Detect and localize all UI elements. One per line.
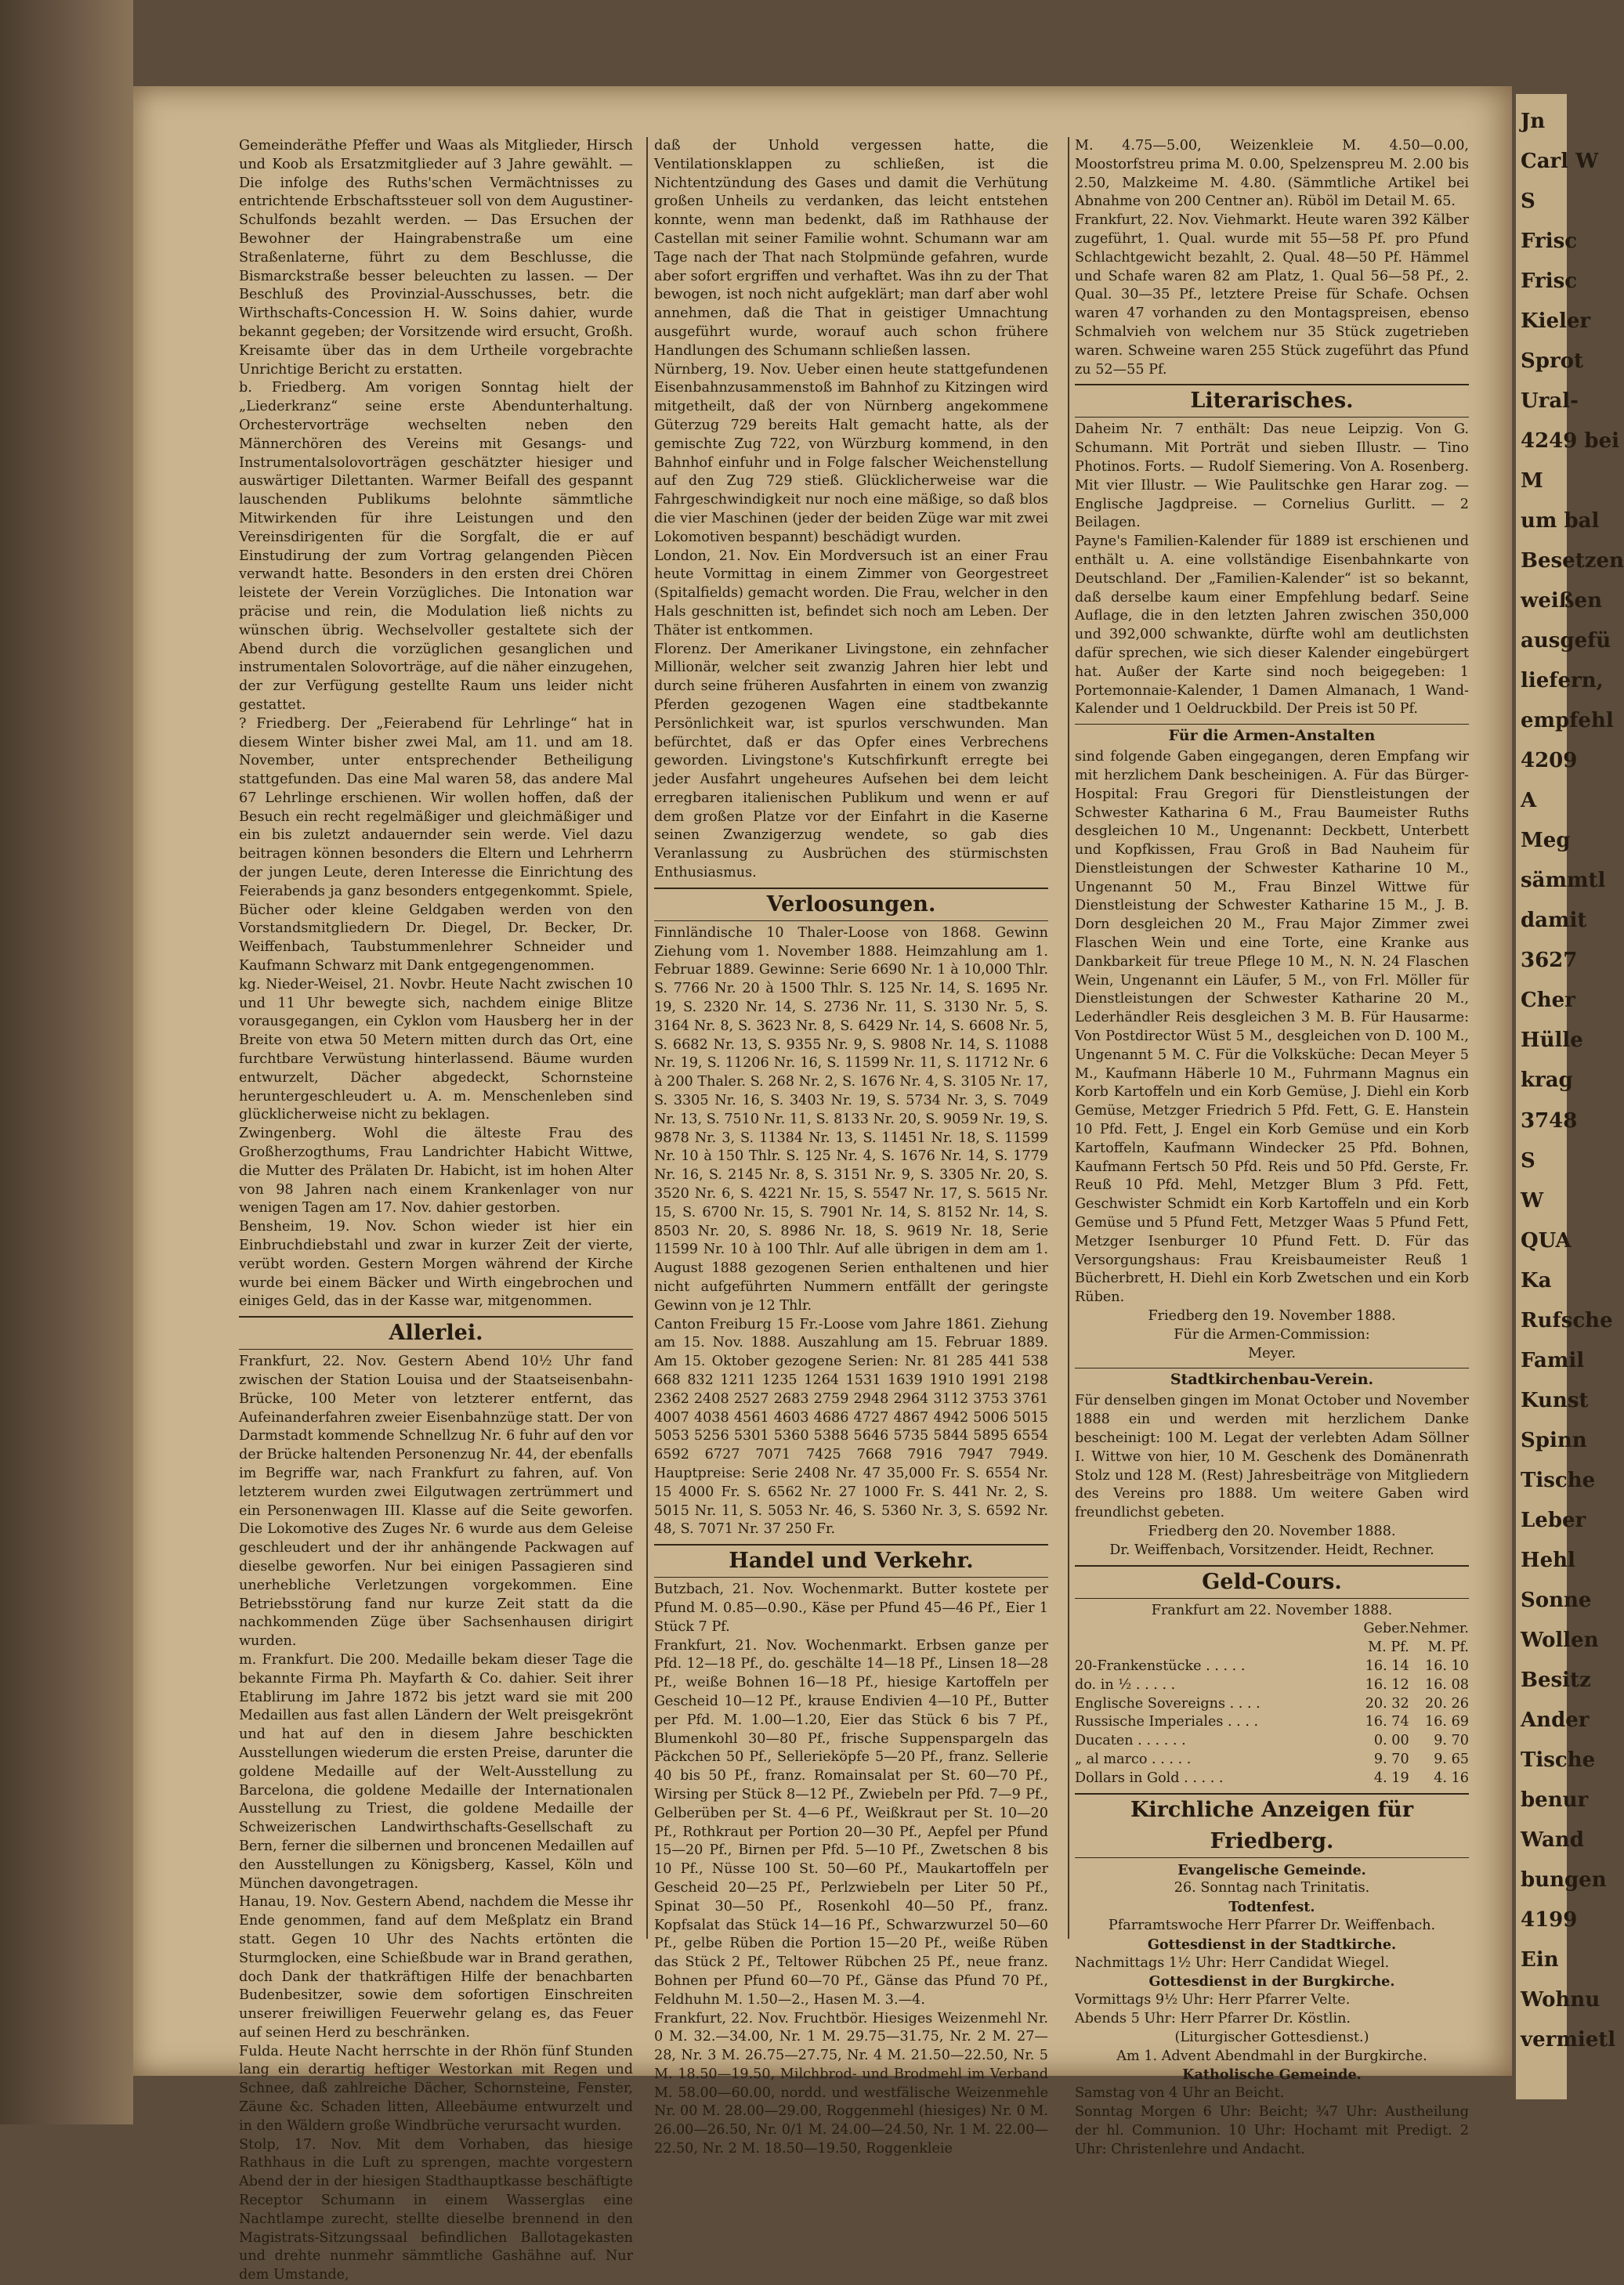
section-title-verloosungen: Verloosungen. xyxy=(654,888,1048,921)
geber-value: 0. 00 xyxy=(1373,1733,1409,1749)
edge-text-fragment: Carl W xyxy=(1521,150,1599,173)
signature: Dr. Weiffenbach, Vorsitzender. Heidt, Rechner. xyxy=(1109,1542,1434,1558)
article-text: Hanau, 19. Nov. Gestern Abend, nachdem die Messe ihr Ende genommen, fand auf dem Meßplatz ein Brand statt. Gegen 10 Uhr des Nachts ertönten die Sturmglocken, eine Schießbude war in Brand gerathen, doch Dank der thatkräftigen Hilfe der benachbarten Budenbesitzer, sowie dem sofortigen Einschreiten unserer freiwilligen Feuerwehr gelang es, das Feuer auf seinen Herd zu beschränken. xyxy=(239,1894,633,2041)
article-text: Frankfurt, 22. Nov. Fruchtbör. Hiesiges Weizenmehl Nr. 0 M. 32.—34.00, Nr. 1 M. 29.75—31.75, Nr. 2 M. 27—28, Nr. 3 M. 26.75—27.75, Nr. 4 M. 21.50—22.50, Nr. 5 M. 18.50—19.50, Milchbrod- und Brodmehl im Verband M. 58.00—60.00, nordd. und westfälische Weizenmehle Nr. 00 M. 28.00—29.00, Roggenmehl (hiesiges) Nr. 0 M. 26.00—26.50, Nr. 0/1 M. 24.00—24.50, Nr. 1 M. 22.00—22.50, Nr. 2 M. 18.50—19.50, Roggenkleie xyxy=(654,2010,1049,2157)
edge-text-fragment: Tische xyxy=(1521,1469,1596,1492)
article-text: Daheim Nr. 7 enthält: Das neue Leipzig. Von G. Schumann. Mit Porträt und sieben Illustr. — Tino Photinos. Forts. — Rudolf Siemering. Von A. Rosenberg. Mit vier Illustr. — Wie Paulitschke gen Harar zog. — Englische Jagdpreise. — Cornelius Gurlitt. — 2 Beilagen. xyxy=(1075,421,1469,531)
signature: Für die Armen-Commission: xyxy=(1174,1326,1370,1343)
edge-text-fragment: Leber xyxy=(1521,1509,1586,1532)
edge-text-fragment: Besitz xyxy=(1521,1669,1591,1692)
article-text: b. Friedberg. Am vorigen Sonntag hielt der „Liederkranz“ seine erste Abendunterhaltung. Orchestervorträge wechselten neben den Männerchören des Vereins mit Gesangs- und Instrumentalsolovorträgen geschätzter hiesiger und auswärtiger Dilettanten. Warmer Beifall des gespannt lauschenden Publikums belohnte sämmtliche Mitwirkenden für ihre Leistungen und den Vereinsdirigenten für die Sorgfalt, die er auf Einstudirung der zum Vortrag gelangenden Piècen verwandt hatte. Besonders in den ersten drei Chören leistete der Verein Vorzügliches. Die Intonation war präcise und rein, die Modulation ließ nichts zu wünschen übrig. Wechselvoller gestaltete sich der Abend durch die vorzüglichen gesanglichen und instrumentalen Solovorträge, auf die näher einzugehen, der zur Verfügung gestellte Raum uns leider nicht gestattet. xyxy=(239,380,633,713)
service-line: Am 1. Advent Abendmahl in der Burgkirche. xyxy=(1116,2048,1427,2064)
currency-name: 20-Frankenstücke . . . . . xyxy=(1075,1658,1246,1674)
section-title-geldcours: Geld-Cours. xyxy=(1075,1565,1469,1599)
service-line: Gottesdienst in der Burgkirche. xyxy=(1148,1973,1395,1990)
unit-label: M. Pf. xyxy=(1368,1640,1409,1656)
currency-name: Dollars in Gold . . . . . xyxy=(1075,1770,1224,1786)
edge-text-fragment: A xyxy=(1521,789,1537,812)
service-line: 26. Sonntag nach Trinitatis. xyxy=(1174,1880,1370,1896)
edge-text-fragment: Jn xyxy=(1521,110,1546,133)
article-text: Gemeinderäthe Pfeffer und Waas als Mitglieder, Hirsch und Koob als Ersatzmitglieder auf 3 Jahre gewählt. — Die infolge des Ruths'schen Vermächtnisses zu entrichtende Erbschaftssteuer soll von dem Augustiner-Schulfonds bezahlt werden. — Das Ersuchen der Bewohner der Haingrabenstraße um eine Straßenlaterne, führt zu dem Beschlusse, die Bismarckstraße besser beleuchten zu lassen. — Der Beschluß des Provinzial-Ausschusses, betr. die Wirthschafts-Concession H. W. Soins dahier, wurde bekannt gegeben; der Vorsitzende wird ersucht, Großh. Kreisamte über das in dem Urtheile vorgebrachte Unrichtige Bericht zu erstatten. xyxy=(239,138,633,378)
edge-text-fragment: S xyxy=(1521,190,1535,213)
article-text: M. 4.75—5.00, Weizenkleie M. 4.50—0.00, Moostorfstreu prima M. 0.00, Spelzenspreu M. 2.00 bis 2.50, Malzkeime M. 4.80. (Sämmtliche Artikel bei Abnahme von 200 Centner an). Rüböl im Detail M. 65. xyxy=(1075,138,1469,210)
article-text: sind folgende Gaben eingegangen, deren Empfang wir mit herzlichem Dank bescheinigen. A. Für das Bürger-Hospital: Frau Gregori für Dienstleistungen der Schwester Katharina 6 M., Frau Baumeister Ruths desgleichen 10 M., Ungenannt: Deckbett, Unterbett und Kopfkissen, Frau Groß in Bad Nauheim für Dienstleistungen der Schwester Katharine 10 M., Ungenannt 50 M., Frau Binzel Wittwe für Dienstleistung der Schwester Katharine 15 M., J. B. Dorn desgleichen 20 M., Frau Major Zimmer zwei Flaschen Wein und eine Torte, eine Kranke aus Dankbarkeit für treue Pflege 10 M., N. N. 24 Flaschen Wein, Ungenannt ein Läufer, 5 M., von Frl. Möller für Dienstleistungen der Schwester Katharine 20 M., Lederhändler Reis desgleichen 3 M. B. Für Hausarme: Von Postdirector Wüst 5 M., desgleichen von D. 100 M., Ungenannt 5 M. C. Für die Volksküche: Decan Meyer 5 M., Kaufmann Häberle 10 M., Fuhrmann Magnus ein Korb Kartoffeln und ein Korb Gemüse, J. Diehl ein Korb Gemüse, Metzger Friedrich 5 Pfd. Fett, G. E. Hanstein 10 Pfd. Fett, J. Engel ein Korb Gemüse und ein Korb Kartoffeln, Kaufmann Windecker 25 Pfd. Bohnen, Kaufmann Fertsch 50 Pfd. Reis und 50 Pfd. Gerste, Fr. Reuß 10 Pfd. Mehl, Metzger Blum 3 Pfd. Fett, Geschwister Schmidt ein Korb Kartoffeln und ein Korb Gemüse und 5 Pfund Fett, Metzger Waas 5 Pfund Fett, Metzger Isenburger 10 Pfund Fett. D. Für das Versorgungshaus: Frau Kreisbaumeister Reuß 1 Bücherbrett, H. Diehl ein Korb Zwetschen und ein Korb Rüben. xyxy=(1075,749,1469,1306)
nehmer-value: 16. 10 xyxy=(1425,1658,1469,1674)
table-header-row xyxy=(1075,1620,1469,1639)
edge-text-fragment: Ander xyxy=(1521,1708,1590,1732)
column-rule xyxy=(1068,137,1069,1939)
table-row xyxy=(1075,1695,1469,1714)
article-text: Finnländische 10 Thaler-Loose von 1868. Gewinn Ziehung vom 1. November 1888. Heimzahlung am 1. Februar 1889. Gewinne: Serie 6690 Nr. 1 à 10,000 Thlr. S. 7766 Nr. 20 à 1500 Thlr. S. 125 Nr. 14, S. 1695 Nr. 19, S. 2320 Nr. 14, S. 2736 Nr. 11, S. 3130 Nr. 5, S. 3164 Nr. 8, S. 3623 Nr. 8, S. 6429 Nr. 14, S. 6608 Nr. 5, S. 6682 Nr. 13, S. 9355 Nr. 9, S. 9808 Nr. 14, S. 11088 Nr. 19, S. 11206 Nr. 16, S. 11599 Nr. 11, S. 11712 Nr. 6 à 200 Thaler. S. 268 Nr. 2, S. 1676 Nr. 4, S. 3105 Nr. 17, S. 3305 Nr. 16, S. 3403 Nr. 19, S. 5734 Nr. 3, S. 7049 Nr. 13, S. 7510 Nr. 11, S. 8133 Nr. 20, S. 9059 Nr. 19, S. 9878 Nr. 3, S. 11384 Nr. 13, S. 11451 Nr. 18, S. 11599 Nr. 10 à 150 Thlr. S. 125 Nr. 4, S. 1676 Nr. 14, S. 1779 Nr. 16, S. 2145 Nr. 8, S. 3151 Nr. 9, S. 3305 Nr. 20, S. 3520 Nr. 6, S. 4221 Nr. 15, S. 5547 Nr. 17, S. 5615 Nr. 15, S. 6700 Nr. 15, S. 7901 Nr. 14, S. 8152 Nr. 14, S. 8503 Nr. 20, S. 8986 Nr. 18, S. 9619 Nr. 18, Serie 11599 Nr. 10 à 100 Thlr. Auf alle übrigen in dem am 1. August 1888 gezogenen Serien enthaltenen und hier nicht aufgeführten Nummern entfällt der geringste Gewinn von je 12 Thlr. xyxy=(654,924,1048,1314)
article-text: London, 21. Nov. Ein Mordversuch ist an einer Frau heute Vormittag in einem Zimmer von Georgestreet (Spitalfields) gemacht worden. Die Frau, welcher in den Hals geschnitten ist, befindet sich noch am Leben. Der Thäter ist entkommen. xyxy=(654,548,1048,638)
edge-text-fragment: Spinn xyxy=(1521,1429,1587,1452)
column-3 xyxy=(1075,137,1469,2157)
table-row xyxy=(1075,1732,1469,1751)
edge-text-fragment: M xyxy=(1521,469,1543,493)
nehmer-value: 4. 16 xyxy=(1434,1770,1469,1786)
service-line: Samstag von 4 Uhr an Beicht. xyxy=(1075,2085,1285,2102)
edge-text-fragment: 4199 xyxy=(1521,1908,1578,1932)
nehmer-value: 16. 69 xyxy=(1425,1714,1469,1730)
article-text: Payne's Familien-Kalender für 1889 ist erschienen und enthält u. A. eine vollständige Eisenbahnkarte von Deutschland. Der „Familien-Kalender“ ist so bekannt, daß derselbe kaum einer Empfehlung bedarf. Seine Auflage, die in den letzten Jahren zwischen 350,000 und 392,000 schwankte, dürfte wohl am deutlichsten dafür sprechen, wie sich dieser Kalender eingebürgert hat. Außer der Karte sind noch beigegeben: 1 Portemonnaie-Kalender, 1 Damen Almanach, 1 Wand-Kalender und 1 Oeldruckbild. Der Preis ist 50 Pf. xyxy=(1075,533,1469,718)
article-text: Frankfurt, 21. Nov. Wochenmarkt. Erbsen ganze per Pfd. 12—18 Pf., do. geschälte 14—18 Pf., Linsen 18—28 Pf., weiße Bohnen 16—18 Pf., hiesige Kartoffeln per Gescheid 10—12 Pf., krause Endivien 4—10 Pf., Butter per Pfd. M. 1.00—1.20, Eier das Stück 6 bis 7 Pf., Blumenkohl 30—80 Pf., frische Suppenspargeln das Päckchen 50 Pf., Sellerieköpfe 5—20 Pf., franz. Sellerie 40 bis 50 Pf., franz. Romainsalat per St. 60—70 Pf., Wirsing per Stück 8—12 Pf., Zwiebeln per Pfd. 7—9 Pf., Gelberüben per St. 4—6 Pf., Weißkraut per St. 10—20 Pf., Rothkraut per Portion 20—30 Pf., Aepfel per Pfund 15—20 Pf., Birnen per Pfd. 5—10 Pf., Zwetschen 8 bis 10 Pf., Nüsse 100 St. 50—60 Pf., Maukartoffeln per Gescheid 20—25 Pf., Perlzwiebeln per Liter 50 Pf., Spinat 30—50 Pf., Rosenkohl 40—50 Pf., franz. Kopfsalat das Stück 14—16 Pf., Schwarzwurzel 50—60 Pf., gelbe Rüben die Portion 15—20 Pf., weiße Rüben das Stück 2 Pf., Teltower Rübchen 25 Pf., neue franz. Bohnen per Pfund 60—70 Pf., Gänse das Pfund 70 Pf., Feldhuhn M. 1.50—2., Hasen M. 3.—4. xyxy=(654,1637,1048,2008)
edge-text-fragment: Hehl xyxy=(1521,1549,1575,1572)
edge-text-fragment: Ural- xyxy=(1521,389,1579,413)
section-title-handel: Handel und Verkehr. xyxy=(654,1544,1048,1578)
edge-text-fragment: bungen xyxy=(1521,1868,1607,1892)
service-line: Nachmittags 1½ Uhr: Herr Candidat Wiegel. xyxy=(1075,1954,1390,1971)
edge-text-fragment: benur xyxy=(1521,1788,1589,1812)
edge-text-fragment: Kunst xyxy=(1521,1389,1589,1412)
article-text: Nürnberg, 19. Nov. Ueber einen heute stattgefundenen Eisenbahnzusammenstoß im Bahnhof zu Kitzingen wird mitgetheilt, daß der von Nürnberg angekommene Güterzug 729 bereits Halt gemacht hatte, als der gemischte Zug 722, von Würzburg kommend, in den Bahnhof einfuhr und in Folge falscher Weichenstellung auf den Zug 729 stieß. Glücklicherweise war die Fahrgeschwindigkeit nur noch eine mäßige, so daß blos die vier Maschinen (jeder der beiden Züge war mit zwei Lokomotiven bespannt) beschädigt wurden. xyxy=(654,361,1048,545)
article-text: m. Frankfurt. Die 200. Medaille bekam dieser Tage die bekannte Firma Ph. Mayfarth & Co. dahier. Seit ihrer Etablirung im Jahre 1872 bis jetzt ward sie mit 200 Medaillen aus fast allen Ländern der Welt preisgekrönt und hat auf den in diesem Jahre beschickten Ausstellungen wiederum die ersten Preise, darunter die goldene Medaille auf der Welt-Ausstellung zu Barcelona, die goldene Medaille der Internationalen Ausstellung zu Triest, die goldene Medaille der Schweizerischen Landwirthschafts-Gesellschaft zu Bern, ferner die silbernen und broncenen Medaillen auf den Ausstellungen zu Königsberg, Kassel, Köln und München davongetragen. xyxy=(239,1651,633,1892)
table-unit-row xyxy=(1075,1639,1469,1658)
column-rule xyxy=(646,137,648,1939)
currency-name: Englische Sovereigns . . . . xyxy=(1075,1695,1260,1712)
nehmer-value: 20. 26 xyxy=(1425,1695,1469,1712)
edge-text-fragment: QUA xyxy=(1521,1229,1572,1253)
edge-text-fragment: ausgefü xyxy=(1521,629,1611,653)
geber-value: 16. 12 xyxy=(1365,1676,1409,1693)
geldcours-table xyxy=(1075,1620,1469,1788)
geber-value: 9. 70 xyxy=(1373,1751,1409,1767)
edge-text-fragment: liefern, xyxy=(1521,669,1604,692)
book-binding xyxy=(0,0,133,2124)
article-text: Fulda. Heute Nacht herrschte in der Rhön fünf Stunden lang ein derartig heftiger Westorkan mit Regen und Schnee, daß zahlreiche Dächer, Schornsteine, Fenster, Zäune &c. Schaden litten, Alleebäume entwurzelt und in den Wäldern große Windbrüche verursacht wurden. xyxy=(239,2043,633,2134)
article-text: Stolp, 17. Nov. Mit dem Vorhaben, das hiesige Rathhaus in die Luft zu sprengen, machte vorgestern Abend der in der hiesigen Stadthauptkasse beschäftigte Receptor Schumann in einem Wasserglas eine Nachtlampe zurecht, stellte dieselbe brennend in den Magistrats-Sitzungssaal befindlichen Ballotagekasten und drehte nunmehr sämmtliche Gashähne auf. Nur dem Umstande, xyxy=(239,2136,633,2283)
edge-text-fragment: Wand xyxy=(1521,1828,1584,1852)
geber-value: 4. 19 xyxy=(1373,1770,1409,1786)
article-text: Zwingenberg. Wohl die älteste Frau des Großherzogthums, Frau Landrichter Habicht Wittwe, die Mutter des Prälaten Dr. Habicht, ist im hohen Alter von 98 Jahren nach einem Krankenlager von nur wenigen Tagen am 17. Nov. dahier gestorben. xyxy=(239,1126,633,1217)
edge-text-fragment: um bal xyxy=(1521,509,1600,533)
subsection-title: Evangelische Gemeinde. xyxy=(1177,1861,1366,1878)
section-title-literarisches: Literarisches. xyxy=(1075,384,1469,418)
edge-text-fragment: Frisc xyxy=(1521,269,1578,293)
column-1 xyxy=(239,137,633,2283)
geber-value: 20. 32 xyxy=(1365,1695,1409,1712)
edge-text-fragment: krag xyxy=(1521,1068,1573,1092)
table-row xyxy=(1075,1713,1469,1732)
table-row xyxy=(1075,1676,1469,1695)
edge-text-fragment: empfehl xyxy=(1521,709,1614,732)
dateline: Friedberg den 19. November 1888. xyxy=(1148,1308,1396,1325)
edge-text-fragment: Famil xyxy=(1521,1349,1585,1372)
currency-name: Ducaten . . . . . . xyxy=(1075,1733,1186,1749)
edge-text-fragment: 4249 bei xyxy=(1521,429,1620,453)
edge-text-fragment: Tische xyxy=(1521,1748,1596,1772)
edge-text-fragment: W xyxy=(1521,1189,1544,1213)
table-row xyxy=(1075,1770,1469,1788)
column-2 xyxy=(654,137,1049,2157)
edge-text-fragment: vermietl xyxy=(1521,2028,1616,2052)
service-line: Gottesdienst in der Stadtkirche. xyxy=(1147,1936,1397,1953)
dateline: Friedberg den 20. November 1888. xyxy=(1148,1523,1396,1539)
edge-text-fragment: Frisc xyxy=(1521,230,1578,253)
currency-name: „ al marco . . . . . xyxy=(1075,1751,1192,1767)
edge-text-fragment: Kieler xyxy=(1521,309,1591,333)
edge-text-fragment: Cher xyxy=(1521,989,1575,1012)
service-line: Todtenfest. xyxy=(1228,1899,1315,1916)
currency-name: do. in ½ . . . . . xyxy=(1075,1676,1176,1693)
edge-text-fragment: sämmtl xyxy=(1521,869,1606,892)
article-text: daß der Unhold vergessen hatte, die Ventilationsklappen zu schließen, ist die Nichtentzündung des Gases und damit die Verhütung großen Unheils zu verdanken, das leicht entstehen konnte, wenn man bedenkt, daß im Rathhause der Castellan mit seiner Familie wohnt. Schumann war am Tage nach der That nach Stolpmünde gefahren, wurde aber sofort ergriffen und verhaftet. Was ihn zu der That bewogen, ist noch nicht aufgeklärt; man darf aber wohl annehmen, daß die That in geistiger Umnachtung ausgeführt wurde, worauf auch schon frühere Handlungen des Schumann schließen lassen. xyxy=(654,138,1048,359)
edge-text-fragment: damit xyxy=(1521,909,1587,932)
edge-text-fragment: Sprot xyxy=(1521,349,1584,373)
subsection-title: Katholische Gemeinde. xyxy=(1182,2066,1362,2084)
section-title-armen: Für die Armen-Anstalten xyxy=(1075,724,1469,747)
table-row xyxy=(1075,1751,1469,1770)
section-title-kirchlich: Kirchliche Anzeigen für Friedberg. xyxy=(1075,1793,1469,1858)
article-text: Frankfurt, 22. Nov. Viehmarkt. Heute waren 392 Kälber zugeführt, 1. Qual. wurde mit 55—58 Pf. pro Pfund Schlachtgewicht bezahlt, 2. Qual. 48—50 Pf. Hämmel und Schafe waren 82 am Platz, 1. Qual 56—58 Pf., 2. Qual. 30—35 Pf., letztere Preise für Schafe. Ochsen waren 47 vorhanden zu den Montagspreisen, ebenso Schmalvieh von welchem nur 35 Stück zugetrieben waren. Schweine waren 255 Stück zugeführt das Pfund zu 52—55 Pf. xyxy=(1075,212,1469,378)
article-text: ? Friedberg. Der „Feierabend für Lehrlinge“ hat in diesem Winter bisher zwei Mal, am 11. und am 18. November, unter entsprechender Betheiligung stattgefunden. Das eine Mal waren 58, das andere Mal 67 Lehrlinge erschienen. Wir wollen hoffen, daß der Besuch ein recht regelmäßiger und gleichmäßiger und ein bis zuletzt andauernder sein werde. Viel dazu beitragen können besonders die Eltern und Lehrherrn der jungen Leute, deren Interesse die Einrichtung des Feierabends ja ganz besonders entgegenkommt. Spiele, Bücher oder kleine Geldgaben werden von den Vorstandsmitgliedern Dr. Diegel, Dr. Becker, Dr. Weiffenbach, Taubstummenlehrer Schneider und Kaufmann Schwarz mit Dank entgegengenommen. xyxy=(239,715,633,974)
edge-text-fragment: Rufsche xyxy=(1521,1309,1613,1332)
service-line: Abends 5 Uhr: Herr Pfarrer Dr. Köstlin. xyxy=(1075,2010,1351,2026)
article-text: Florenz. Der Amerikaner Livingstone, ein zehnfacher Millionär, welcher seit zwanzig Jahren hier lebt und durch seine früheren Ausfahrten in einem von zwanzig Pferden gezogenen Wagen eine stadtbekannte Persönlichkeit war, ist spurlos verschwunden. Man befürchtet, daß er das Opfer eines Verbrechens geworden. Livingstone's Kutschfirkunft erregte bei jeder Ausfahrt ungeheures Aufsehen bei dem leicht erregbaren italienischen Publikum und wenn er auf dem großen Platze vor der Einfahrt in die Kaserne seinen Zwanzigerzug wendete, so gab dies Veranlassung zu Ausbrüchen des stürmischsten Enthusiasmus. xyxy=(654,641,1048,881)
currency-name: Russische Imperiales . . . . xyxy=(1075,1714,1259,1730)
edge-text-fragment: 3748 xyxy=(1521,1109,1578,1133)
edge-text-fragment: Besetzen xyxy=(1521,549,1624,573)
edge-text-fragment: Ka xyxy=(1521,1269,1552,1293)
unit-label: M. Pf. xyxy=(1427,1640,1469,1656)
column-header: Geber. xyxy=(1363,1621,1409,1637)
service-line: Pfarramtswoche Herr Pfarrer Dr. Weiffenbach. xyxy=(1108,1917,1436,1933)
service-line: (Liturgischer Gottesdienst.) xyxy=(1174,2029,1369,2045)
nehmer-value: 9. 65 xyxy=(1434,1751,1469,1767)
article-text: kg. Nieder-Weisel, 21. Novbr. Heute Nacht zwischen 10 und 11 Uhr bewegte sich, nachdem einige Blitze vorausgegangen, ein Cyklon vom Hausberg her in der Breite von etwa 50 Metern mitten durch das Ort, eine furchtbare Verwüstung hinterlassend. Bäume wurden entwurzelt, Dächer abgedeckt, Schornsteine heruntergeschleudert u. A. m. Menschenleben sind glücklicherweise nicht zu beklagen. xyxy=(239,976,633,1123)
edge-text-fragment: Hülle xyxy=(1521,1029,1583,1052)
column-header: Nehmer. xyxy=(1409,1621,1469,1637)
edge-text-fragment: 4209 xyxy=(1521,749,1578,772)
nehmer-value: 16. 08 xyxy=(1425,1676,1469,1693)
edge-text-fragment: Meg xyxy=(1521,829,1571,852)
signature: Meyer. xyxy=(1248,1345,1296,1361)
article-text: Frankfurt, 22. Nov. Gestern Abend 10½ Uhr fand zwischen der Station Louisa und der Staatseisenbahn-Brücke, 100 Meter von letzterer entfernt, das Aufeinanderfahren zweier Eisenbahnzüge statt. Der von Darmstadt kommende Schnellzug Nr. 6 fuhr auf den vor der Brücke haltenden Personenzug Nr. 44, der ebenfalls im Begriffe war, nach Frankfurt zu fahren, auf. Von letzterem wurden zwei Eilgutwagen zertrümmert und ein Personenwagen III. Klasse auf die Seite geworfen. Die Lokomotive des Zuges Nr. 6 wurde aus dem Geleise geschleudert und der ihr anhängende Packwagen auf dieselbe geworfen. Nur bei einigen Passagieren sind unerhebliche Verletzungen vorgekommen. Eine Betriebsstörung fand nur kurze Zeit statt da die nachkommenden Züge über Sachsenhausen dirigirt wurden. xyxy=(239,1354,633,1650)
edge-text-fragment: Wollen xyxy=(1521,1629,1599,1652)
edge-text-fragment: 3627 xyxy=(1521,949,1578,972)
geber-value: 16. 14 xyxy=(1365,1658,1409,1674)
edge-text-fragment: Wohnu xyxy=(1521,1988,1600,2012)
service-line: Vormittags 9½ Uhr: Herr Pfarrer Velte. xyxy=(1075,1992,1351,2008)
edge-text-fragment: Sonne xyxy=(1521,1589,1592,1612)
article-text: Canton Freiburg 15 Fr.-Loose vom Jahre 1861. Ziehung am 15. Nov. 1888. Auszahlung am 15. Februar 1889. Am 15. Oktober gezogene Serien: Nr. 81 285 441 538 668 832 1211 1235 1264 1531 1639 1910 1991 2198 2362 2408 2527 2683 2759 2948 2964 3112 3753 3761 4007 4038 4561 4603 4686 4727 4867 4942 5006 5015 5053 5256 5301 5360 5388 5646 5735 5844 5895 6554 6592 6727 7071 7425 7668 7916 7947 7949. Hauptpreise: Serie 2408 Nr. 47 35,000 Fr. S. 6554 Nr. 15 4000 Fr. S. 6562 Nr. 27 1000 Fr. S. 441 Nr. 2, S. 5015 Nr. 11, S. 5053 Nr. 46, S. 5360 Nr. 3, S. 6592 Nr. 48, S. 7071 Nr. 37 250 Fr. xyxy=(654,1316,1048,1538)
edge-text-fragment: S xyxy=(1521,1149,1535,1173)
section-title-stadtkirchenbau: Stadtkirchenbau-Verein. xyxy=(1075,1368,1469,1390)
nehmer-value: 9. 70 xyxy=(1434,1733,1469,1749)
geldcours-subtitle: Frankfurt am 22. November 1888. xyxy=(1151,1602,1393,1618)
article-text: Für denselben gingen im Monat October und November 1888 ein und werden mit herzlichem Danke bescheinigt: 100 M. Legat der verlebten Adam Söllner I. Wittwe von hier, 10 M. Geschenk des Domänenrath Stolz und 128 M. (Rest) Jahresbeiträge von Mitgliedern des Vereins pro 1888. Um weitere Gaben wird freundlichst gebeten. xyxy=(1075,1393,1469,1521)
edge-text-fragment: weißen xyxy=(1521,589,1602,613)
section-title-allerlei: Allerlei. xyxy=(239,1316,633,1350)
table-row xyxy=(1075,1658,1469,1676)
article-text: Bensheim, 19. Nov. Schon wieder ist hier ein Einbruchdiebstahl und zwar in kurzer Zeit der vierte, verübt worden. Gestern Morgen während der Kirche wurde bei einem Bäcker und Wirth eingebrochen und einiges Geld, das in der Kasse war, mitgenommen. xyxy=(239,1219,633,1310)
adjacent-page-edge xyxy=(1516,94,1624,2099)
geber-value: 16. 74 xyxy=(1365,1714,1409,1730)
edge-text-fragment: Ein xyxy=(1521,1948,1559,1972)
article-text: Butzbach, 21. Nov. Wochenmarkt. Butter kostete per Pfund M. 0.85—0.90., Käse per Pfund 45—46 Pf., Eier 1 Stück 7 Pf. xyxy=(654,1582,1048,1635)
service-line: Sonntag Morgen 6 Uhr: Beicht; ¾7 Uhr: Austheilung der hl. Communion. 10 Uhr: Hochamt mit Predigt. 2 Uhr: Christenlehre und Andacht. xyxy=(1075,2103,1469,2157)
